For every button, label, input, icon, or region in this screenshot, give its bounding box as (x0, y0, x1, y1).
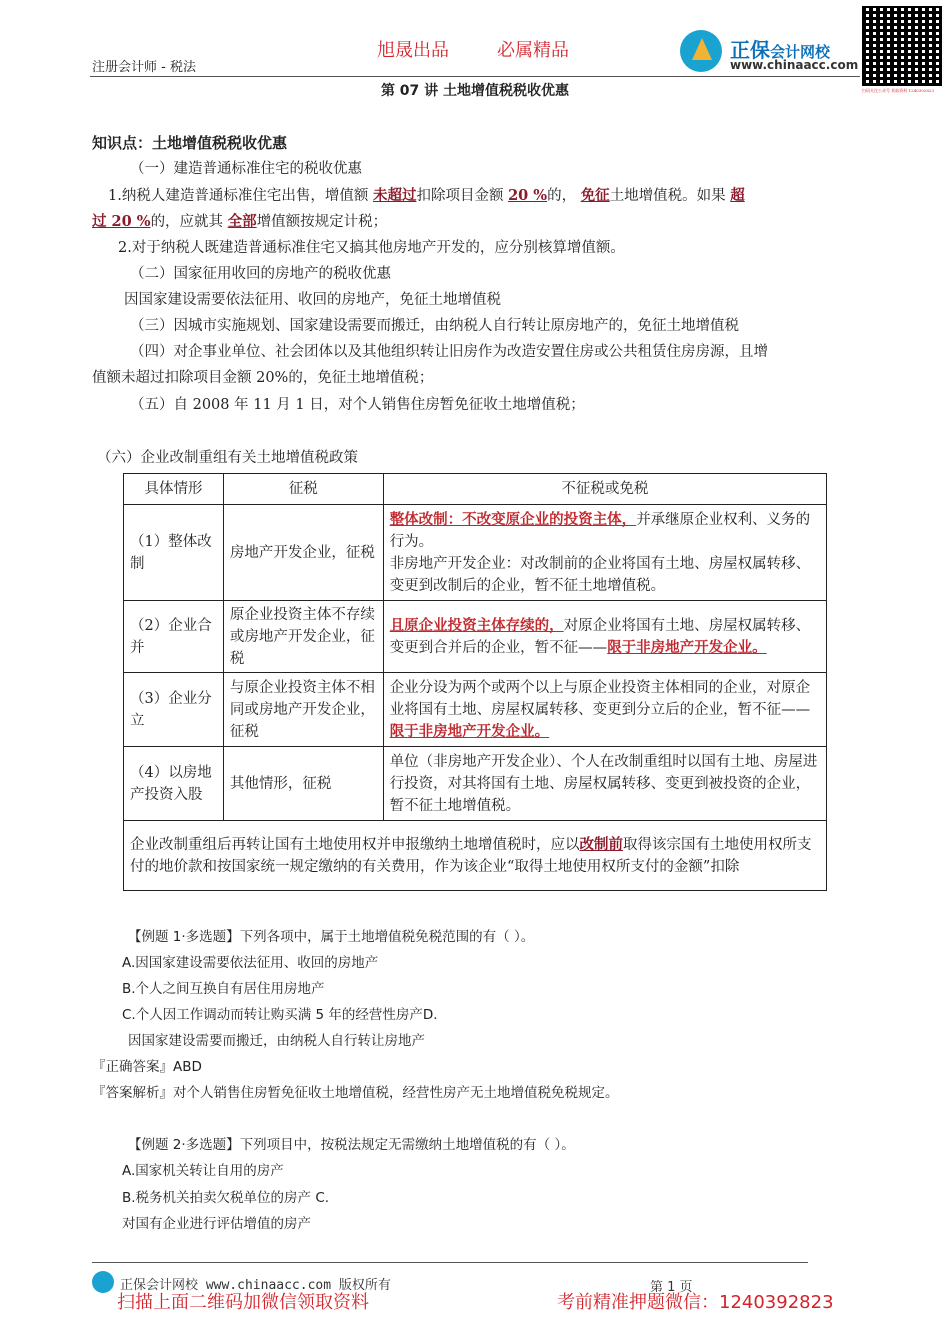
example-1-option-c: C.个人因工作调动而转让购买满 5 年的经营性房产D. (122, 1007, 438, 1023)
table-row (124, 673, 827, 747)
table-cell: 其他情形，征税 (223, 747, 383, 821)
table-cell: 且原企业投资主体存续的，对原企业将国有土地、房屋权属转移、变更到合并后的企业，暂不征——限于非房地产开发企业。 (383, 601, 826, 673)
example-1-option-a: A.因国家建设需要依法征用、收回的房地产 (122, 955, 379, 971)
slogan-right: 必属精品 (497, 40, 569, 61)
table-cell: （1）整体改制 (124, 505, 224, 601)
table-row (124, 747, 827, 821)
para-1: （一）建造普通标准住宅的税收优惠 (130, 161, 362, 177)
para-8: （四）对企事业单位、社会团体以及其他组织转让旧房作为改造安置住房或公共租赁住房房源，且增 (130, 344, 768, 360)
qr-note: 扫码关注公众号 获取资料 1240392823 (862, 88, 934, 93)
brand-url: www.chinaacc.com (730, 58, 859, 72)
footer-logo-icon (92, 1271, 114, 1293)
table-header: 不征税或免税 (383, 474, 826, 505)
table-cell: 房地产开发企业，征税 (223, 505, 383, 601)
page-number: 第 1 页 (650, 1280, 693, 1295)
table-cell: （2）企业合并 (124, 601, 224, 673)
page-title: 第 07 讲 土地增值税税收优惠 (380, 83, 570, 99)
para-3: 过 20 %的，应就其 全部增值额按规定计税； (92, 213, 388, 230)
para-4: 2.对于纳税人既建造普通标准住宅又搞其他房地产开发的，应分别核算增值额。 (118, 240, 625, 256)
para-10: （五）自 2008 年 11 月 1 日，对个人销售住房暂免征收土地增值税； (130, 397, 585, 413)
example-2-option-b: B.税务机关拍卖欠税单位的房产 C. (122, 1190, 330, 1206)
para-5: （二）国家征用收回的房地产的税收优惠 (130, 266, 391, 282)
table-cell: （4）以房地产投资入股 (124, 747, 224, 821)
qr-code-icon (862, 6, 942, 86)
para-6: 因国家建设需要依法征用、收回的房地产，免征土地增值税 (124, 292, 501, 308)
table-note-row (124, 821, 827, 891)
table-note: 企业改制重组后再转让国有土地使用权并申报缴纳土地增值税时，应以改制前取得该宗国有土地使用权所支付的地价款和按国家统一规定缴纳的有关费用，作为该企业“取得土地使用权所支付的金额”扣除 (124, 821, 827, 891)
slogan-left: 旭晟出品 (377, 40, 449, 61)
example-1-option-b: B.个人之间互换自有居住用房地产 (122, 981, 325, 997)
para-2: 1.纳税人建造普通标准住宅出售，增值额 未超过扣除项目金额 20 %的， 免征土地增值税。如果 超 (108, 187, 745, 204)
section-heading: 知识点：土地增值税税收优惠 (92, 134, 288, 152)
table-header: 具体情形 (124, 474, 224, 505)
policy-table (123, 473, 827, 891)
table-cell: 原企业投资主体不存续或房地产开发企业，征税 (223, 601, 383, 673)
example-1-explanation: 『答案解析』对个人销售住房暂免征收土地增值税，经营性房产无土地增值税免税规定。 (92, 1085, 619, 1101)
table-header-row (124, 474, 827, 505)
table-cell: 整体改制：不改变原企业的投资主体，并承继原企业权利、义务的行为。 非房地产开发企业：对改制前的企业将国有土地、房屋权属转移、变更到改制后的企业，暂不征土地增值税。 (383, 505, 826, 601)
example-2-question: 【例题 2·多选题】下列项目中，按税法规定无需缴纳土地增值税的有（ ）。 (128, 1137, 575, 1153)
promo-left: 扫描上面二维码加微信领取资料 (117, 1292, 369, 1313)
table-header: 征税 (223, 474, 383, 505)
footer-divider (92, 1262, 808, 1263)
example-2-option-c: 对国有企业进行评估增值的房产 (122, 1216, 311, 1232)
table-cell: 单位（非房地产开发企业）、个人在改制重组时以国有土地、房屋进行投资，对其将国有土地、房屋权属转移、变更到被投资的企业，暂不征土地增值税。 (383, 747, 826, 821)
table-cell: （3）企业分立 (124, 673, 224, 747)
footer-copyright: 正保会计网校 www.chinaacc.com 版权所有 (120, 1278, 391, 1293)
course-label: 注册会计师 - 税法 (92, 60, 196, 75)
example-2-option-a: A.国家机关转让自用的房产 (122, 1163, 284, 1179)
header-divider (90, 76, 860, 77)
table-cell: 企业分设为两个或两个以上与原企业投资主体相同的企业，对原企业将国有土地、房屋权属转移、变更到分立后的企业，暂不征——限于非房地产开发企业。 (383, 673, 826, 747)
table-caption: （六）企业改制重组有关土地增值税政策 (97, 450, 358, 466)
table-cell: 与原企业投资主体不相同或房地产开发企业，征税 (223, 673, 383, 747)
brand-logo-icon (680, 30, 722, 72)
brand-name: 正保会计网校 (730, 38, 831, 62)
para-9: 值额未超过扣除项目金额 20%的，免征土地增值税； (92, 370, 434, 386)
para-7: （三）因城市实施规划、国家建设需要而搬迁，由纳税人自行转让原房地产的，免征土地增值税 (130, 318, 739, 334)
example-1-option-d: 因国家建设需要而搬迁，由纳税人自行转让房地产 (128, 1033, 425, 1049)
table-row (124, 601, 827, 673)
promo-right: 考前精准押题微信：1240392823 (557, 1292, 834, 1313)
table-row (124, 505, 827, 601)
example-1-question: 【例题 1·多选题】下列各项中，属于土地增值税免税范围的有（ ）。 (128, 929, 535, 945)
example-1-answer: 『正确答案』ABD (92, 1059, 202, 1075)
